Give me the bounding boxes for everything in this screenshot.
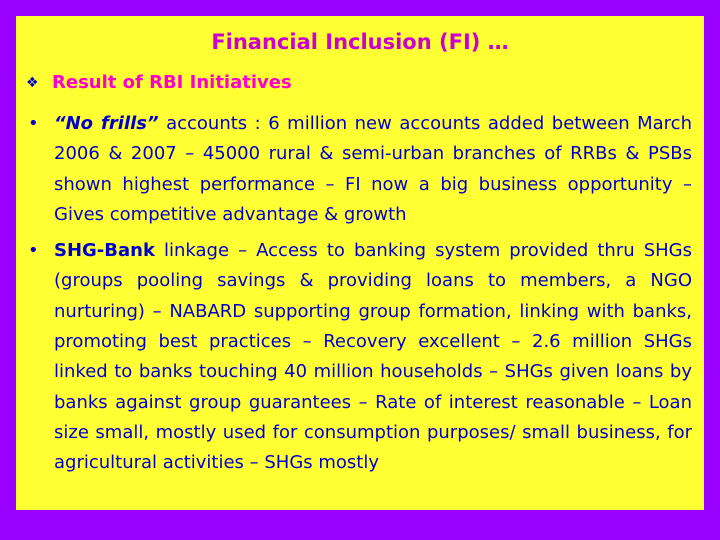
slide-panel (16, 16, 704, 510)
bullet-lead: “No frills” (54, 113, 159, 134)
diamond-bullet-icon: ❖ (26, 74, 39, 91)
bullet-item-shg-bank (26, 236, 692, 478)
bullet-dot-icon: • (28, 113, 39, 134)
bullet-item-no-frills (26, 109, 692, 230)
bullet-dot-icon: • (28, 240, 39, 262)
slide-title: Financial Inclusion (FI) … (211, 30, 509, 54)
subheading (26, 72, 292, 93)
bullet-list (26, 109, 692, 485)
bullet-text: accounts : 6 million new accounts added between March 2006 & 2007 – 45000 rural & semi-urban branches of RRBs & PSBs shown highest performance – FI now a big business opportunity – Gives competitive advantage & growth (54, 113, 692, 225)
bullet-text: linkage – Access to banking system provided thru SHGs (groups pooling savings & providing loans to members, a NGO nurturing) – NABARD supporting group formation, linking with banks, promoting best practices – Recovery excellent – 2.6 million SHGs linked to banks touching 40 million households – SHGs given loans by banks against group guarantees – Rate of interest reasonable – Loan size small, mostly used for consumption purposes/ small business, for agricultural activities – SHGs mostly (54, 240, 692, 474)
bullet-lead: SHG-Bank (54, 240, 155, 262)
subheading-text: Result of RBI Initiatives (52, 72, 292, 93)
